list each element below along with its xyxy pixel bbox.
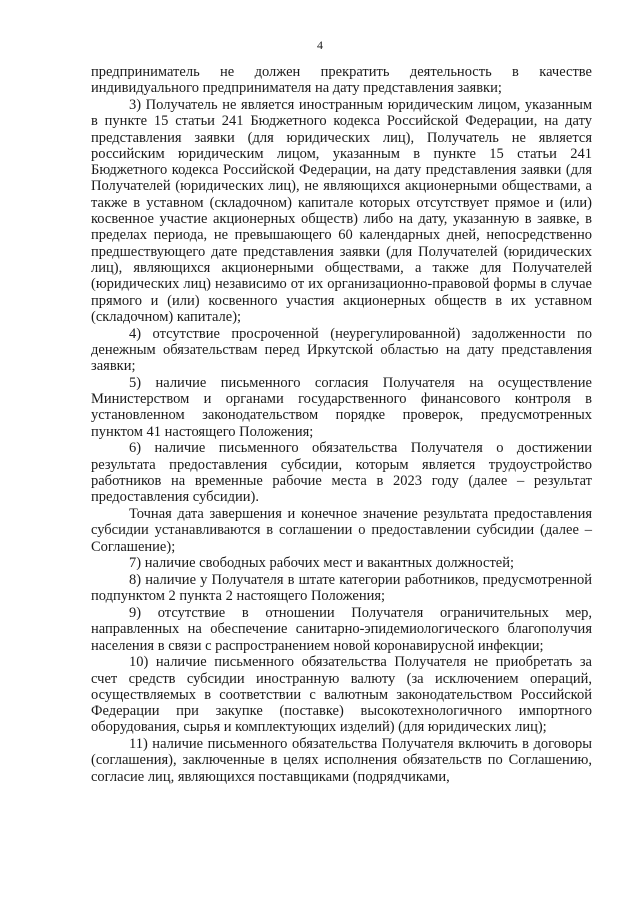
paragraph: 10) наличие письменного обязательства Получателя не приобретать за счет средств субсидии иностранную валюту (за исключением операций, осуществляемых в соответствии с валютным законодательством Российской Федерации при закупке (поставке) высокотехнологичного импортного оборудования, сырья и комплектующих изделий) (для юридических лиц); (91, 654, 592, 736)
document-body (91, 64, 592, 785)
paragraph: 3) Получатель не является иностранным юридическим лицом, указанным в пункте 15 статьи 241 Бюджетного кодекса Российской Федерации, на дату представления заявки (для юридических лиц), Получатель не является российским юридическим лицом, указанным в пункте 15 статьи 241 Бюджетного кодекса Российской Федерации, на дату представления заявки (для Получателей (юридических лиц), не являющихся акционерными обществами, а также в уставном (складочном) капитале которых отсутствует прямое и (или) косвенное участие акционерных обществ) либо на дату, указанную в заявке, в пределах периода, не превышающего 60 календарных дней, непосредственно предшествующего дате представления заявки (для Получателей (юридических лиц), являющихся акционерными обществами, а также для Получателей (юридических лиц) независимо от их организационно-правовой формы в случае прямого и (или) косвенного участия акционерных обществ в их уставном (складочном) капитале); (91, 96, 592, 325)
paragraph: 6) наличие письменного обязательства Получателя о достижении результата предоставления субсидии, которым является трудоустройство работников на временные рабочие места в 2023 году (далее – результат предоставления субсидии). (91, 440, 592, 506)
page-number: 4 (317, 38, 323, 52)
paragraph: предприниматель не должен прекратить деятельность в качестве индивидуального предпринимателя на дату представления заявки; (91, 64, 592, 97)
paragraph: 4) отсутствие просроченной (неурегулированной) задолженности по денежным обязательствам перед Иркутской областью на дату представления заявки; (91, 325, 592, 375)
paragraph: 9) отсутствие в отношении Получателя ограничительных мер, направленных на обеспечение санитарно-эпидемиологического благополучия населения в связи с распространением новой коронавирусной инфекции; (91, 604, 592, 654)
paragraph: 8) наличие у Получателя в штате категории работников, предусмотренной подпунктом 2 пункта 2 настоящего Положения; (91, 571, 592, 605)
paragraph: Точная дата завершения и конечное значение результата предоставления субсидии устанавливаются в соглашении о предоставлении субсидии (далее – Соглашение); (91, 505, 592, 555)
paragraph: 7) наличие свободных рабочих мест и вакантных должностей; (129, 555, 515, 572)
paragraph: 5) наличие письменного согласия Получателя на осуществление Министерством и органами государственного финансового контроля в установленном законодательством порядке проверок, предусмотренных пунктом 41 настоящего Положения; (91, 374, 592, 440)
paragraph: 11) наличие письменного обязательства Получателя включить в договоры (соглашения), заключенные в целях исполнения обязательств по Соглашению, согласие лиц, являющихся поставщиками (подрядчиками, (91, 736, 592, 785)
